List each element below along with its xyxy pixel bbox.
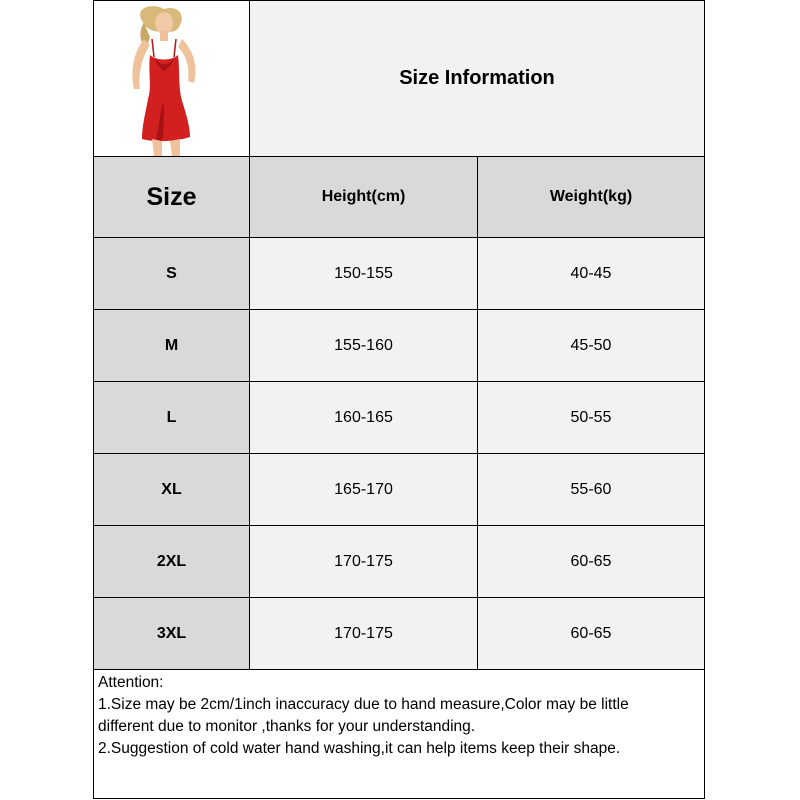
grid-line <box>94 309 704 310</box>
grid-line <box>94 453 704 454</box>
weight-cell: 60-65 <box>478 526 704 597</box>
size-cell: 3XL <box>94 598 249 669</box>
column-header-height: Height(cm) <box>250 157 477 237</box>
page-title: Size Information <box>250 1 704 156</box>
notes-line: 1.Size may be 2cm/1inch inaccuracy due to hand measure,Color may be little <box>98 696 629 713</box>
weight-cell: 40-45 <box>478 238 704 309</box>
size-cell: S <box>94 238 249 309</box>
grid-line <box>94 237 704 238</box>
column-header-weight: Weight(kg) <box>478 157 704 237</box>
grid-line <box>94 525 704 526</box>
weight-cell: 55-60 <box>478 454 704 525</box>
weight-cell: 60-65 <box>478 598 704 669</box>
grid-line <box>94 597 704 598</box>
height-cell: 170-175 <box>250 598 477 669</box>
weight-cell: 50-55 <box>478 382 704 453</box>
size-cell: M <box>94 310 249 381</box>
grid-line <box>477 156 478 669</box>
height-cell: 155-160 <box>250 310 477 381</box>
notes-line: different due to monitor ,thanks for your understanding. <box>98 718 476 735</box>
notes-line: 2.Suggestion of cold water hand washing,it can help items keep their shape. <box>98 740 621 757</box>
size-cell: 2XL <box>94 526 249 597</box>
weight-cell: 45-50 <box>478 310 704 381</box>
grid-line <box>94 156 704 157</box>
height-cell: 150-155 <box>250 238 477 309</box>
size-cell: L <box>94 382 249 453</box>
grid-line <box>94 381 704 382</box>
notes-title: Attention: <box>98 674 164 691</box>
height-cell: 170-175 <box>250 526 477 597</box>
red-slip-dress-image <box>94 1 249 156</box>
size-chart <box>93 0 705 799</box>
column-header-size: Size <box>94 157 249 237</box>
height-cell: 165-170 <box>250 454 477 525</box>
size-cell: XL <box>94 454 249 525</box>
height-cell: 160-165 <box>250 382 477 453</box>
grid-line <box>249 1 250 669</box>
product-photo <box>94 1 249 156</box>
grid-line <box>94 669 704 670</box>
attention-notes <box>98 672 702 760</box>
